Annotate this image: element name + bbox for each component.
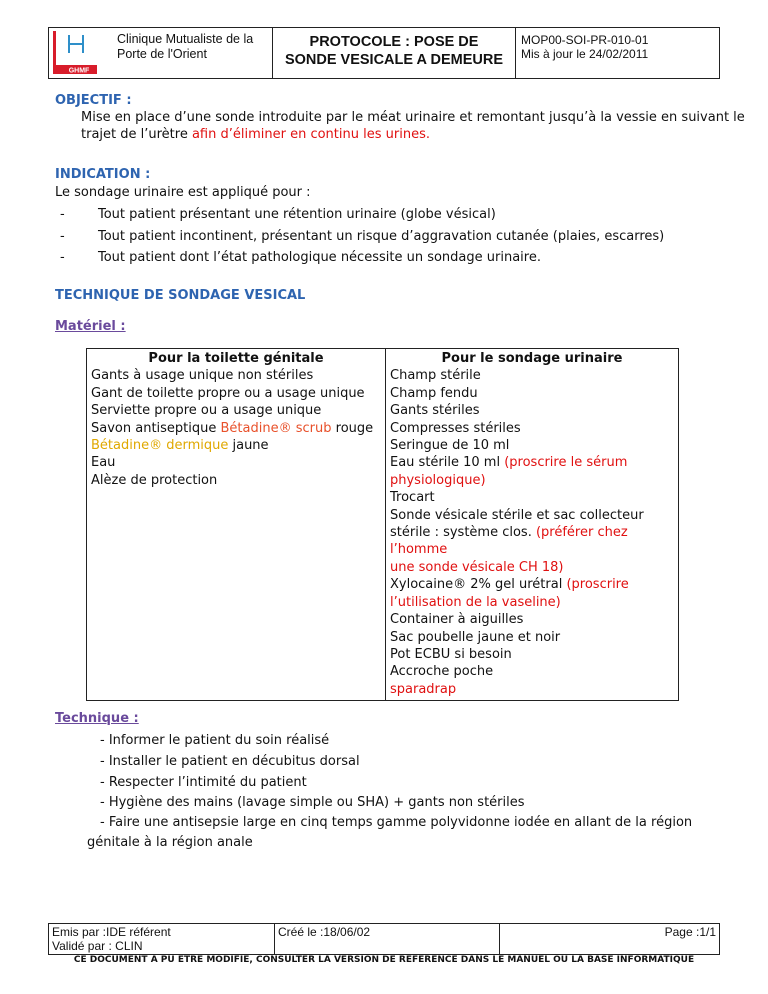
indication-item-text: Tout patient dont l’état pathologique nécessite un sondage urinaire. bbox=[98, 250, 541, 265]
document-notice: CE DOCUMENT A PU ETRE MODIFIE, CONSULTER LA VERSION DE REFERENCE DANS LE MANUEL OU LA BASE INFORMATIQUE bbox=[73, 955, 695, 965]
list-item-note: l’utilisation de la vaseline) bbox=[390, 594, 561, 610]
clinic-cell bbox=[49, 28, 273, 79]
objectif-line1: Mise en place d’une sonde introduite par le méat urinaire et remontant jusqu’à la vessie en suivant le bbox=[81, 110, 745, 125]
toilette-column-header: Pour la toilette génitale bbox=[148, 351, 324, 366]
list-item-note: physiologique) bbox=[390, 472, 486, 488]
list-item bbox=[390, 454, 674, 471]
list-item: Gants à usage unique non stériles bbox=[91, 368, 314, 384]
list-item-note: sparadrap bbox=[390, 681, 457, 697]
list-item: Sonde vésicale stérile et sac collecteur bbox=[390, 507, 644, 523]
issued-by: Emis par :IDE référent bbox=[52, 925, 171, 939]
materiel-heading: Matériel : bbox=[55, 319, 126, 334]
materiel-table bbox=[86, 348, 679, 701]
title-line2: SONDE VESICALE A DEMEURE bbox=[284, 52, 504, 68]
betadine-scrub-label: Bétadine® scrub bbox=[220, 420, 332, 436]
list-item: Trocart bbox=[390, 490, 435, 506]
list-item-text: Xylocaine® 2% gel urétral bbox=[390, 577, 567, 593]
sondage-column bbox=[386, 349, 679, 701]
betadine-dermique-label: Bétadine® dermique bbox=[91, 438, 229, 454]
indication-item-text: Tout patient présentant une rétention urinaire (globe vésical) bbox=[98, 207, 496, 222]
footer-page: Page :1/1 bbox=[500, 924, 720, 955]
list-item: Pot ECBU si besoin bbox=[390, 646, 512, 662]
list-item: Gant de toilette propre ou a usage unique bbox=[91, 385, 365, 401]
indication-item: - Tout patient présentant une rétention urinaire (globe vésical) bbox=[60, 207, 496, 222]
title-line1: PROTOCOLE : POSE DE bbox=[309, 34, 479, 50]
list-item-note: (proscrire bbox=[566, 577, 629, 593]
list-item-note: (proscrire le sérum bbox=[504, 455, 628, 471]
objectif-line2-highlight: afin d’éliminer en continu les urines. bbox=[191, 127, 430, 142]
document-reference bbox=[516, 28, 720, 79]
list-item bbox=[91, 437, 381, 454]
document-header bbox=[48, 27, 720, 79]
list-item bbox=[390, 524, 674, 559]
objectif-line2 bbox=[81, 126, 745, 143]
indication-item: - Tout patient dont l’état pathologique nécessite un sondage urinaire. bbox=[60, 250, 541, 265]
clinic-name bbox=[117, 32, 253, 62]
technique-heading: Technique : bbox=[55, 711, 139, 726]
technique-step: - Installer le patient en décubitus dorsal bbox=[100, 754, 360, 769]
objectif-text bbox=[81, 109, 745, 143]
objectif-line2-text: trajet de l’urètre bbox=[81, 127, 192, 142]
indication-item: - Tout patient incontinent, présentant un risque d’aggravation cutanée (plaies, escarres) bbox=[60, 229, 665, 244]
list-item: Accroche poche bbox=[390, 664, 494, 680]
ghmf-logo-icon bbox=[53, 31, 97, 75]
list-item-note: une sonde vésicale CH 18) bbox=[390, 559, 564, 575]
sondage-column-header: Pour le sondage urinaire bbox=[441, 351, 623, 366]
list-item: Gants stériles bbox=[390, 403, 480, 419]
list-item-text: rouge bbox=[331, 420, 374, 436]
toilette-column bbox=[87, 349, 386, 701]
list-item-note: (préférer chez l’homme bbox=[390, 525, 628, 558]
technique-step: - Faire une antisepsie large en cinq temps gamme polyvidonne iodée en allant de la région bbox=[100, 815, 693, 830]
list-item-text: Eau stérile 10 ml bbox=[390, 455, 505, 471]
list-item: Sac poubelle jaune et noir bbox=[390, 629, 561, 645]
list-item: Champ stérile bbox=[390, 368, 481, 384]
validated-by: Validé par : CLIN bbox=[52, 939, 143, 953]
list-item: Compresses stériles bbox=[390, 420, 521, 436]
list-item-text: Savon antiseptique bbox=[91, 420, 221, 436]
footer-created: Créé le :18/06/02 bbox=[275, 924, 500, 955]
list-item: Serviette propre ou a usage unique bbox=[91, 403, 322, 419]
technique-section-heading: TECHNIQUE DE SONDAGE VESICAL bbox=[55, 288, 306, 303]
list-item: Alèze de protection bbox=[91, 472, 218, 488]
reference-code: MOP00-SOI-PR-010-01 bbox=[521, 33, 649, 47]
technique-step-continuation: génitale à la région anale bbox=[87, 835, 253, 850]
list-item: Container à aiguilles bbox=[390, 612, 524, 628]
list-item-text: jaune bbox=[228, 438, 269, 454]
list-item bbox=[91, 420, 381, 437]
document-title bbox=[273, 28, 516, 79]
clinic-name-line1: Clinique Mutualiste de la bbox=[117, 32, 254, 46]
document-footer bbox=[48, 923, 720, 955]
list-item: Champ fendu bbox=[390, 385, 478, 401]
technique-step: - Respecter l’intimité du patient bbox=[100, 775, 307, 790]
indication-intro: Le sondage urinaire est appliqué pour : bbox=[55, 185, 311, 200]
footer-authors bbox=[49, 924, 275, 955]
indication-item-text: Tout patient incontinent, présentant un risque d’aggravation cutanée (plaies, escarres) bbox=[98, 229, 665, 244]
update-date: Mis à jour le 24/02/2011 bbox=[521, 47, 649, 61]
objectif-heading: OBJECTIF : bbox=[55, 93, 132, 108]
clinic-name-line2: Porte de l'Orient bbox=[117, 47, 207, 61]
list-item: Seringue de 10 ml bbox=[390, 438, 510, 454]
svg-text:GHMF: GHMF bbox=[68, 67, 90, 75]
list-item bbox=[390, 576, 674, 593]
technique-step: - Informer le patient du soin réalisé bbox=[100, 733, 330, 748]
indication-heading: INDICATION : bbox=[55, 167, 151, 182]
list-item-text: stérile : système clos. bbox=[390, 525, 536, 541]
technique-step: - Hygiène des mains (lavage simple ou SHA) + gants non stériles bbox=[100, 795, 525, 810]
list-item: Eau bbox=[91, 455, 116, 471]
